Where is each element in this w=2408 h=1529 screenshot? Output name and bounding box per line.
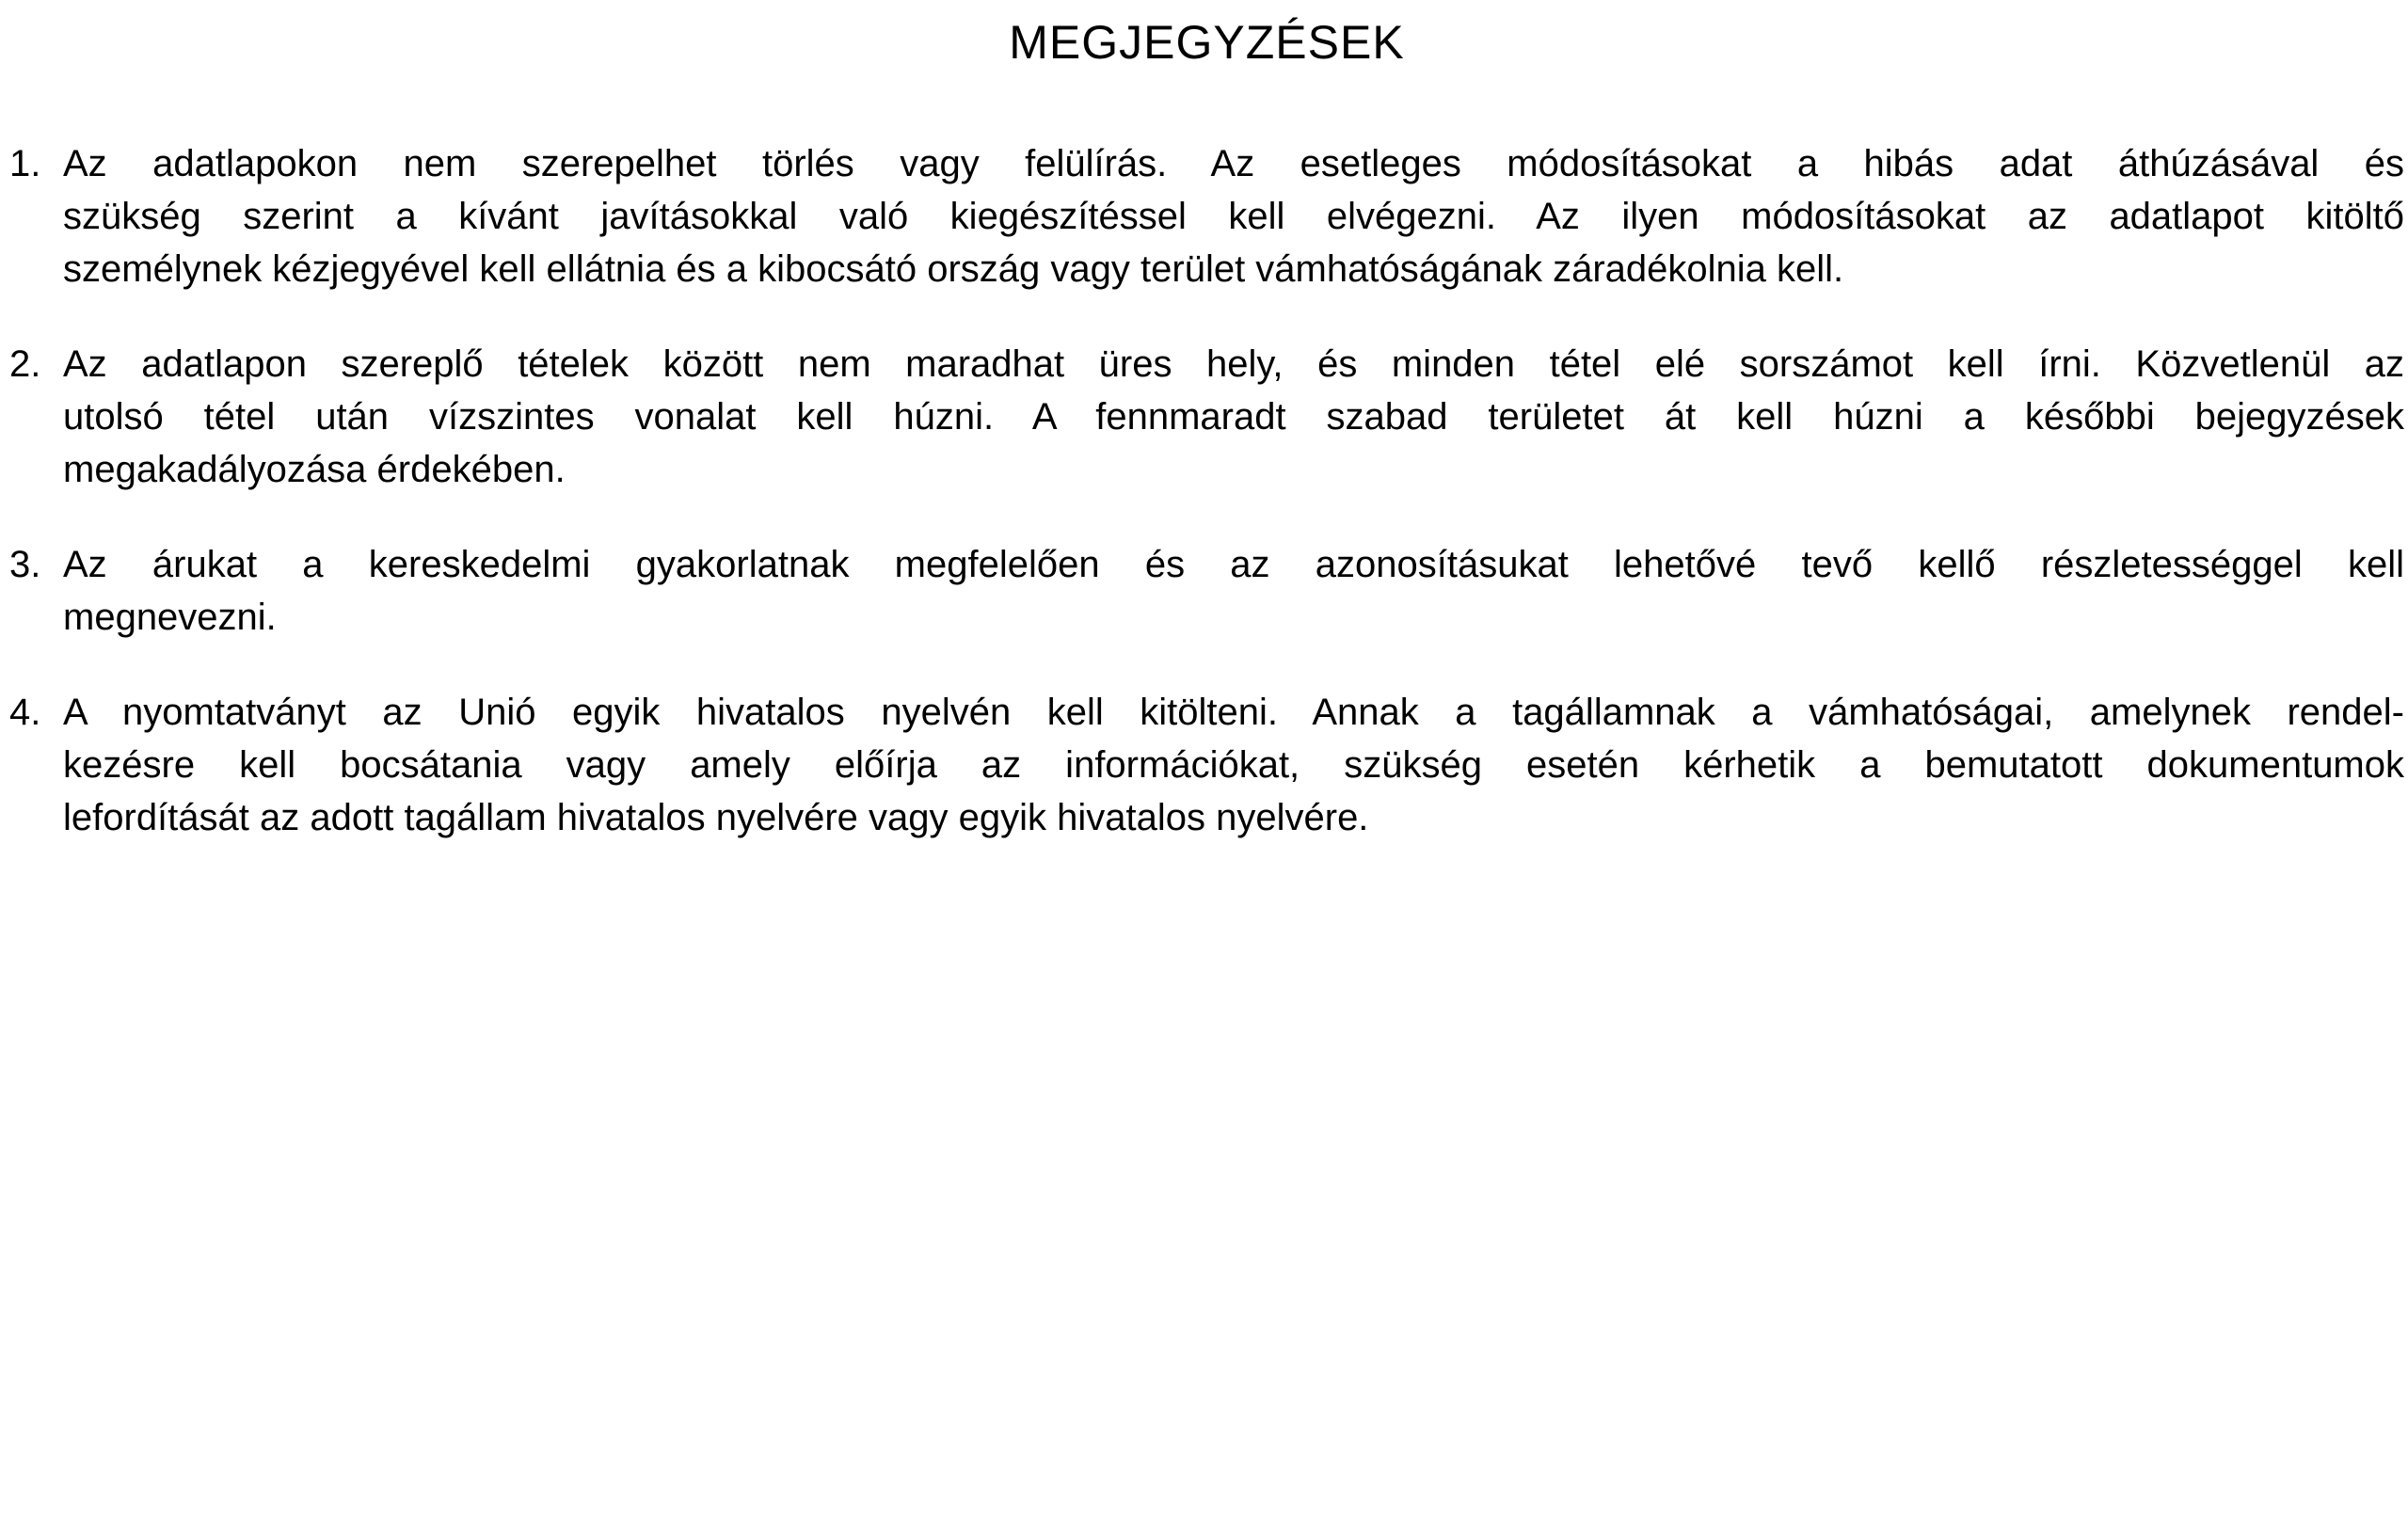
- notes-list: [9, 137, 2404, 844]
- note-number-3: 3.: [9, 544, 41, 585]
- note-2-line-1: Az adatlapon szereplő tételek között nem maradhat üres hely, és minden tétel elé sorszámot kell írni. Közvetlenül az: [63, 343, 2404, 385]
- note-1-line-1: Az adatlapokon nem szerepelhet törlés vagy felülírás. Az esetleges módosításokat a hibás adat áthúzásával és: [63, 143, 2404, 184]
- note-3-line-1: Az árukat a kereskedelmi gyakorlatnak megfelelően és az azonosításukat lehetővé tevő kellő részletességgel kell: [63, 544, 2404, 585]
- note-number-4: 4.: [9, 692, 41, 733]
- note-1-line-3: személynek kézjegyével kell ellátnia és a kibocsátó ország vagy terület vámhatóságának záradékolnia kell.: [63, 248, 1844, 290]
- note-item-1: [9, 137, 2404, 295]
- note-body-1: [63, 137, 2404, 295]
- note-item-4: [9, 686, 2404, 844]
- note-4-line-2: kezésre kell bocsátania vagy amely előírja az információkat, szükség esetén kérhetik a bemutatott dokumentumok: [63, 744, 2404, 786]
- note-body-2: [63, 338, 2404, 496]
- note-body-3: [63, 538, 2404, 644]
- note-3-line-2: megnevezni.: [63, 597, 277, 638]
- note-item-3: [9, 538, 2404, 644]
- note-number-2: 2.: [9, 343, 41, 385]
- note-2-line-2: utolsó tétel után vízszintes vonalat kell húzni. A fennmaradt szabad területet át kell húzni a későbbi bejegyzések: [63, 396, 2404, 438]
- note-number-1: 1.: [9, 143, 41, 184]
- note-body-4: [63, 686, 2404, 844]
- note-2-line-3: megakadályozása érdekében.: [63, 449, 566, 490]
- note-4-line-1: A nyomtatványt az Unió egyik hivatalos nyelvén kell kitölteni. Annak a tagállamnak a vámhatóságai, amelynek rendel-: [63, 692, 2404, 733]
- page-title: MEGJEGYZÉSEK: [1009, 16, 1405, 69]
- note-4-line-3: lefordítását az adott tagállam hivatalos nyelvére vagy egyik hivatalos nyelvére.: [63, 797, 1369, 838]
- note-1-line-2: szükség szerint a kívánt javításokkal való kiegészítéssel kell elvégezni. Az ilyen módosításokat az adatlapot kitöltő: [63, 196, 2404, 237]
- note-item-2: [9, 338, 2404, 496]
